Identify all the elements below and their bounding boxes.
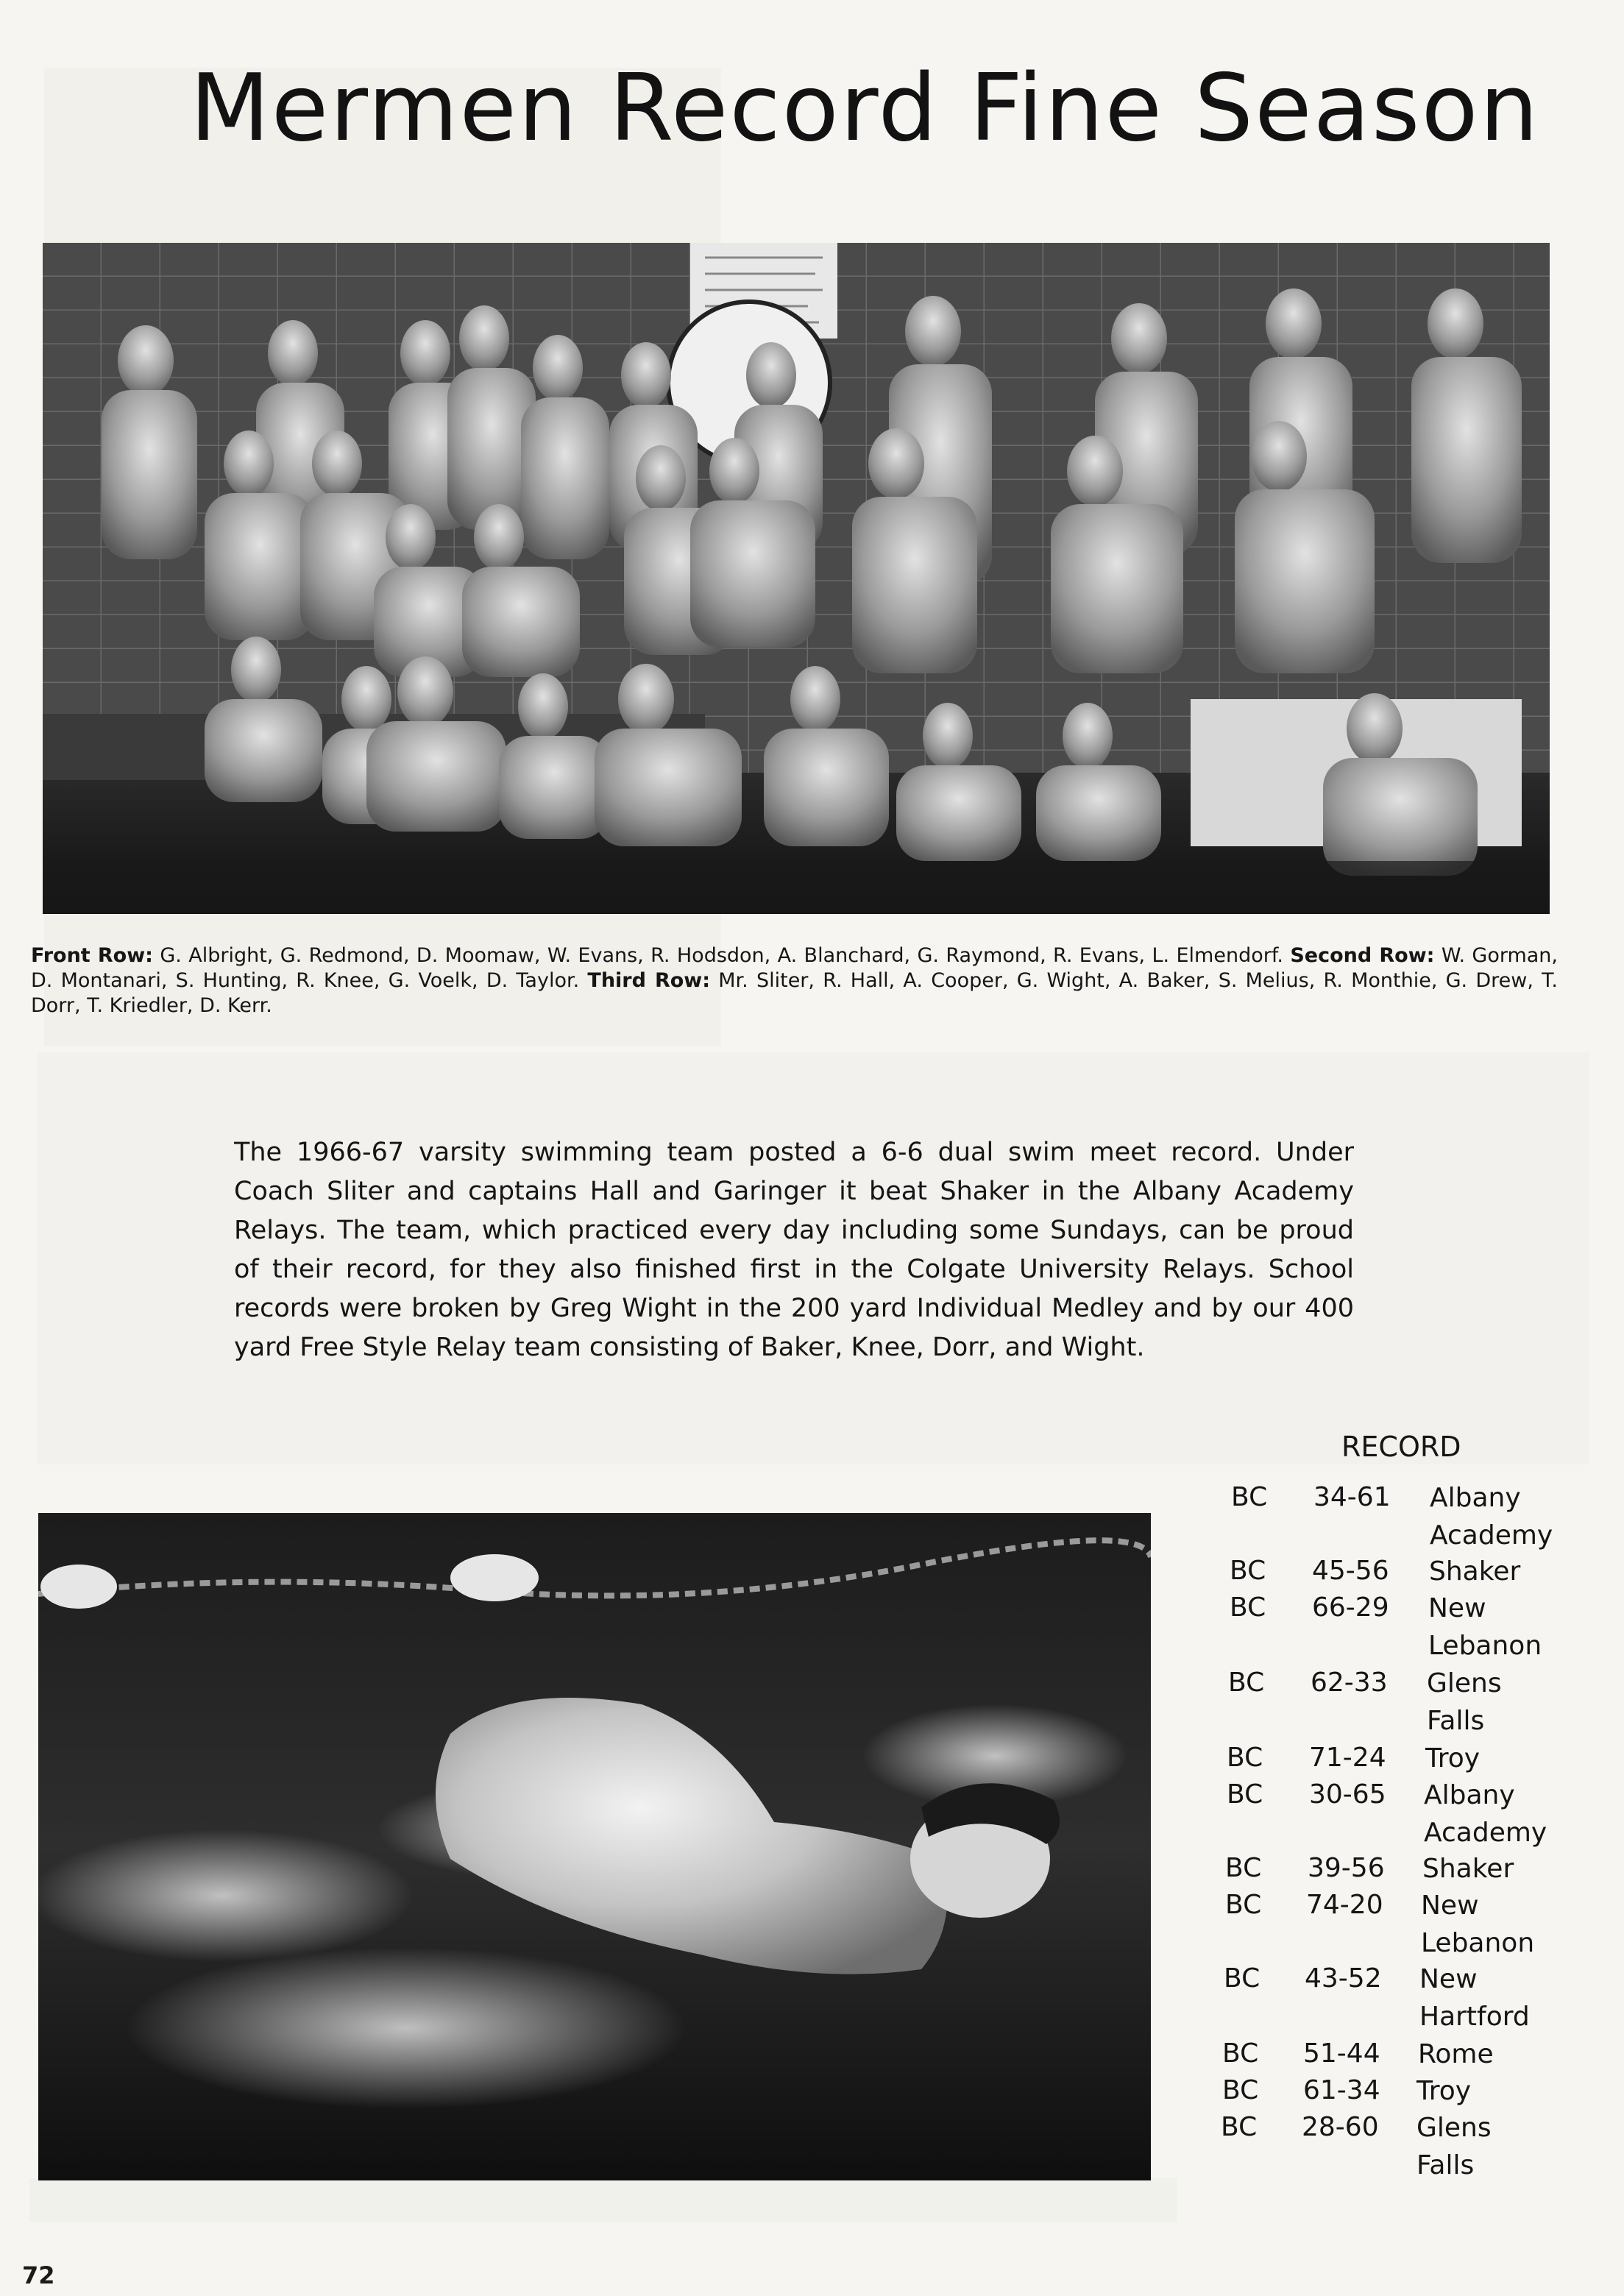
caption-names-front-row: G. Albright, G. Redmond, D. Moomaw, W. Evans, R. Hodsdon, A. Blanchard, G. Raymond, R. Evans, L. Elmendorf. — [160, 944, 1283, 967]
record-opponent: Albany Academy — [1430, 1483, 1553, 1551]
record-team: BC — [1221, 2112, 1258, 2142]
record-opponent: Albany Academy — [1424, 1780, 1547, 1848]
lane-float-left — [40, 1565, 117, 1609]
swimmer-photo — [38, 1513, 1151, 2180]
record-opponent: New Hartford — [1419, 1964, 1530, 2032]
record-opponent: Shaker — [1429, 1556, 1521, 1587]
record-opponent: Troy — [1425, 1743, 1481, 1774]
meet-record — [1210, 1429, 1564, 2202]
team-photo-image — [43, 243, 1550, 914]
caption-names-second-row: W. Gorman, D. Montanari, S. Hunting, R. Knee, G. Voelk, D. Taylor. — [31, 944, 1558, 992]
record-opponent: Glens Falls — [1427, 1668, 1502, 1736]
record-score: 62-33 — [1311, 1668, 1388, 1698]
record-score: 71-24 — [1309, 1743, 1386, 1773]
record-score: 30-65 — [1309, 1779, 1386, 1810]
caption-names-third-row: Mr. Sliter, R. Hall, A. Cooper, G. Wight, A. Baker, S. Melius, R. Monthie, G. Drew, T. Dorr, T. Kriedler, D. Kerr. — [31, 969, 1558, 1017]
record-team: BC — [1227, 1743, 1263, 1773]
record-opponent: New Lebanon — [1421, 1891, 1535, 1958]
page-title: Mermen Record Fine Season — [190, 54, 1540, 162]
record-score: 61-34 — [1303, 2075, 1380, 2105]
record-score: 43-52 — [1305, 1963, 1382, 1994]
record-opponent: Troy — [1416, 2076, 1472, 2106]
record-score: 34-61 — [1313, 1482, 1391, 1512]
page-number: 72 — [22, 2261, 55, 2289]
record-team: BC — [1225, 1853, 1262, 1883]
record-team: BC — [1230, 1592, 1266, 1623]
record-team: BC — [1228, 1668, 1265, 1698]
record-score: 74-20 — [1306, 1890, 1383, 1920]
record-opponent: Rome — [1418, 2039, 1494, 2069]
caption-label-third-row: Third Row: — [587, 969, 711, 992]
ghost-block-lower — [29, 2178, 1177, 2222]
record-team: BC — [1227, 1779, 1263, 1810]
record-opponent: Glens Falls — [1416, 2113, 1492, 2180]
record-opponent: Shaker — [1422, 1854, 1514, 1884]
record-score: 45-56 — [1312, 1556, 1389, 1586]
team-photo-caption — [31, 943, 1558, 1032]
lane-float-right — [450, 1554, 539, 1601]
swimmer-photo-image — [38, 1513, 1151, 2180]
team-photo — [43, 243, 1550, 914]
record-team: BC — [1224, 1963, 1260, 1994]
record-heading: RECORD — [1341, 1431, 1461, 1463]
record-score: 51-44 — [1303, 2038, 1380, 2069]
record-team: BC — [1222, 2038, 1259, 2069]
record-score: 28-60 — [1302, 2112, 1379, 2142]
record-team: BC — [1225, 1890, 1262, 1920]
record-score: 39-56 — [1308, 1853, 1385, 1883]
article-body: The 1966-67 varsity swimming team posted a 6-6 dual swim meet record. Under Coach Sliter and captains Hall and Garinger it beat Shaker in the Albany Academy Relays. The team, which practiced every day including some Sundays, can be proud of their record, for they also finished first in the Colgate University Relays. School records were broken by Greg Wight in the 200 yard Individual Medley and by our 400 yard Free Style Relay team consisting of Baker, Knee, Dorr, and Wight. — [234, 1138, 1354, 1362]
caption-label-second-row: Second Row: — [1290, 944, 1435, 967]
caption-label-front-row: Front Row: — [31, 944, 153, 967]
record-team: BC — [1230, 1556, 1266, 1586]
record-score: 66-29 — [1312, 1592, 1389, 1623]
record-team: BC — [1231, 1482, 1268, 1512]
record-opponent: New Lebanon — [1428, 1593, 1542, 1661]
record-team: BC — [1222, 2075, 1259, 2105]
